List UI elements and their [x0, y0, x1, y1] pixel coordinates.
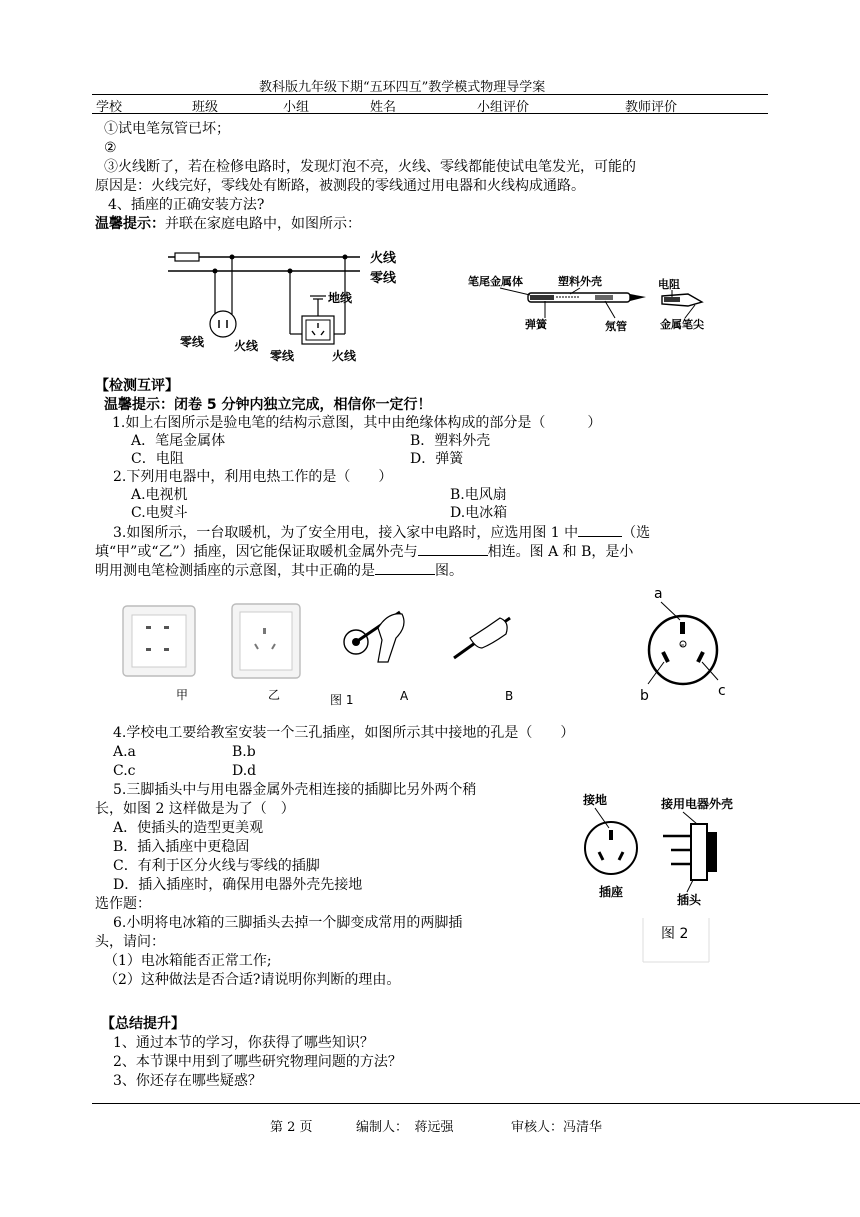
intro-line: ② — [104, 140, 117, 156]
question-3-line-2: 填“甲”或“乙”）插座，因它能保证取暖机金属外壳与 相连。图 A 和 B，是小 — [95, 541, 633, 561]
header-rule — [92, 94, 768, 95]
neutral-wire-label: 零线 — [370, 271, 397, 286]
socket-hole-e-label: e — [681, 643, 685, 649]
check-heading: 【检测互评】 — [95, 378, 179, 394]
fig2-caption: 图 2 — [661, 926, 689, 942]
footer-rule — [92, 1103, 860, 1104]
intro-line: 原因是：火线完好，零线处有断路，被测段的零线通过用电器和火线构成通路。 — [95, 178, 585, 194]
fig2-socket-label: 插座 — [599, 885, 624, 899]
question-4: 4.学校电工要给教室安装一个三孔插座，如图所示其中接地的孔是（ ） — [113, 725, 575, 741]
fig1-caption: 图 1 — [330, 693, 354, 707]
q5-option-c: C．有利于区分火线与零线的插脚 — [113, 858, 320, 874]
tip-text: 并联在家庭电路中，如图所示： — [165, 216, 361, 232]
q5-option-b: B．插入插座中更稳固 — [113, 839, 250, 855]
pen-resistor-label: 电阻 — [658, 278, 680, 291]
neutral-label-b: 零线 — [270, 349, 295, 363]
q4-option-a: A.a — [113, 744, 136, 760]
intro-line: ③火线断了，若在检修电路时，发现灯泡不亮，火线、零线都能使试电笔发光，可能的 — [104, 159, 636, 175]
figure-1 — [118, 598, 538, 714]
summary-line-2: 2、本节课中用到了哪些研究物理问题的方法？ — [113, 1054, 402, 1070]
field-school: 学校 — [96, 100, 123, 115]
field-group: 小组 — [283, 100, 310, 115]
pen-metal-tail-label: 笔尾金属体 — [468, 275, 523, 288]
footer-editor: 编制人： 蒋远强 — [356, 1120, 454, 1135]
pen-tip-label: 金属笔尖 — [660, 318, 704, 331]
question-6-part-1: （1）电冰箱能否正常工作; — [104, 953, 272, 969]
q5-option-d: D．插入插座时，确保用电器外壳先接地 — [113, 877, 363, 893]
q1-option-a: A．笔尾金属体 — [131, 433, 226, 449]
intro-line: 4、插座的正确安装方法? — [108, 197, 265, 213]
three-hole-socket-diagram — [628, 580, 738, 708]
question-6-part-2: （2）这种做法是否合适?请说明你判断的理由。 — [104, 972, 401, 988]
neutral-label-a: 零线 — [180, 335, 205, 349]
summary-line-1: 1、通过本节的学习，你获得了哪些知识？ — [113, 1035, 374, 1051]
page-title: 教科版九年级下期“五环四互”教学模式物理导学案 — [259, 80, 546, 95]
fire-wire-label: 火线 — [370, 251, 397, 266]
answer-blank-connect[interactable] — [418, 541, 488, 556]
test-pen-diagram — [460, 268, 730, 340]
tip-label: 温馨提示： — [95, 216, 165, 232]
question-6: 6.小明将电冰箱的三脚插头去掉一个脚变成常用的两脚插 — [113, 915, 463, 931]
ground-wire-label: 地线 — [328, 291, 353, 305]
field-teacher-eval: 教师评价 — [625, 100, 678, 115]
pen-plastic-label: 塑料外壳 — [558, 275, 602, 288]
field-name: 姓名 — [370, 100, 397, 115]
pen-spring-label: 弹簧 — [525, 318, 547, 331]
question-3-line-3: 明用测电笔检测插座的示意图，其中正确的是 图。 — [95, 560, 463, 580]
summary-heading: 【总结提升】 — [101, 1016, 185, 1032]
fig1-label-a: A — [400, 689, 409, 703]
fig2-plug-label: 插头 — [677, 893, 702, 907]
q4-option-b: B.b — [232, 744, 256, 760]
check-tip: 温馨提示：闭卷 5 分钟内独立完成，相信你一定行！ — [104, 397, 432, 413]
fig1-label-yi: 乙 — [268, 688, 281, 702]
fig1-label-b: B — [505, 689, 514, 703]
q4-option-c: C.c — [113, 763, 136, 779]
fire-label-b: 火线 — [332, 349, 357, 363]
field-group-eval: 小组评价 — [477, 100, 530, 115]
fig1-label-jia: 甲 — [176, 688, 189, 702]
optional-label: 选作题： — [95, 896, 151, 912]
q1-option-b: B．塑料外壳 — [410, 433, 491, 449]
question-6-cont: 头，请问： — [95, 934, 165, 950]
answer-blank-figure[interactable] — [375, 560, 435, 575]
question-2: 2.下列用电器中，利用电热工作的是（ ） — [113, 469, 393, 485]
answer-blank-socket[interactable] — [578, 522, 622, 537]
socket-hole-b-label: b — [640, 688, 649, 704]
q2-option-d: D.电冰箱 — [450, 505, 508, 521]
figure-2 — [575, 788, 755, 964]
footer-reviewer: 审核人：冯清华 — [511, 1120, 603, 1135]
q2-option-b: B.电风扇 — [450, 487, 507, 503]
q2-option-c: C.电熨斗 — [131, 505, 188, 521]
q4-option-d: D.d — [232, 763, 257, 779]
question-5: 5.三脚插头中与用电器金属外壳相连接的插脚比另外两个稍 — [113, 782, 477, 798]
question-3-line-1: 3.如图所示，一台取暖机，为了安全用电，接入家中电路时，应选用图 1 中 （选 — [113, 522, 650, 542]
pen-neon-label: 氖管 — [605, 320, 627, 333]
fire-label-a: 火线 — [234, 339, 259, 353]
q2-option-a: A.电视机 — [131, 487, 188, 503]
summary-line-3: 3、你还存在哪些疑惑？ — [113, 1073, 262, 1089]
fig2-ground-label: 接地 — [583, 793, 608, 807]
circuit-diagram — [160, 244, 420, 372]
socket-hole-c-label: c — [718, 683, 726, 699]
question-5-cont: 长，如图 2 这样做是为了（ ） — [95, 801, 295, 817]
q1-option-c: C．电阻 — [131, 451, 184, 467]
footer-page-number: 第 2 页 — [270, 1120, 313, 1135]
question-1: 1.如上右图所示是验电笔的结构示意图，其中由绝缘体构成的部分是（ ） — [112, 415, 602, 431]
header-rule-2 — [92, 113, 768, 114]
fig2-casing-label: 接用电器外壳 — [661, 797, 734, 811]
field-class: 班级 — [192, 100, 219, 115]
intro-line: ①试电笔氖管已坏； — [104, 121, 230, 137]
socket-hole-a-label: a — [654, 586, 663, 602]
q1-option-d: D．弹簧 — [410, 451, 464, 467]
q5-option-a: A．使插头的造型更美观 — [113, 820, 264, 836]
